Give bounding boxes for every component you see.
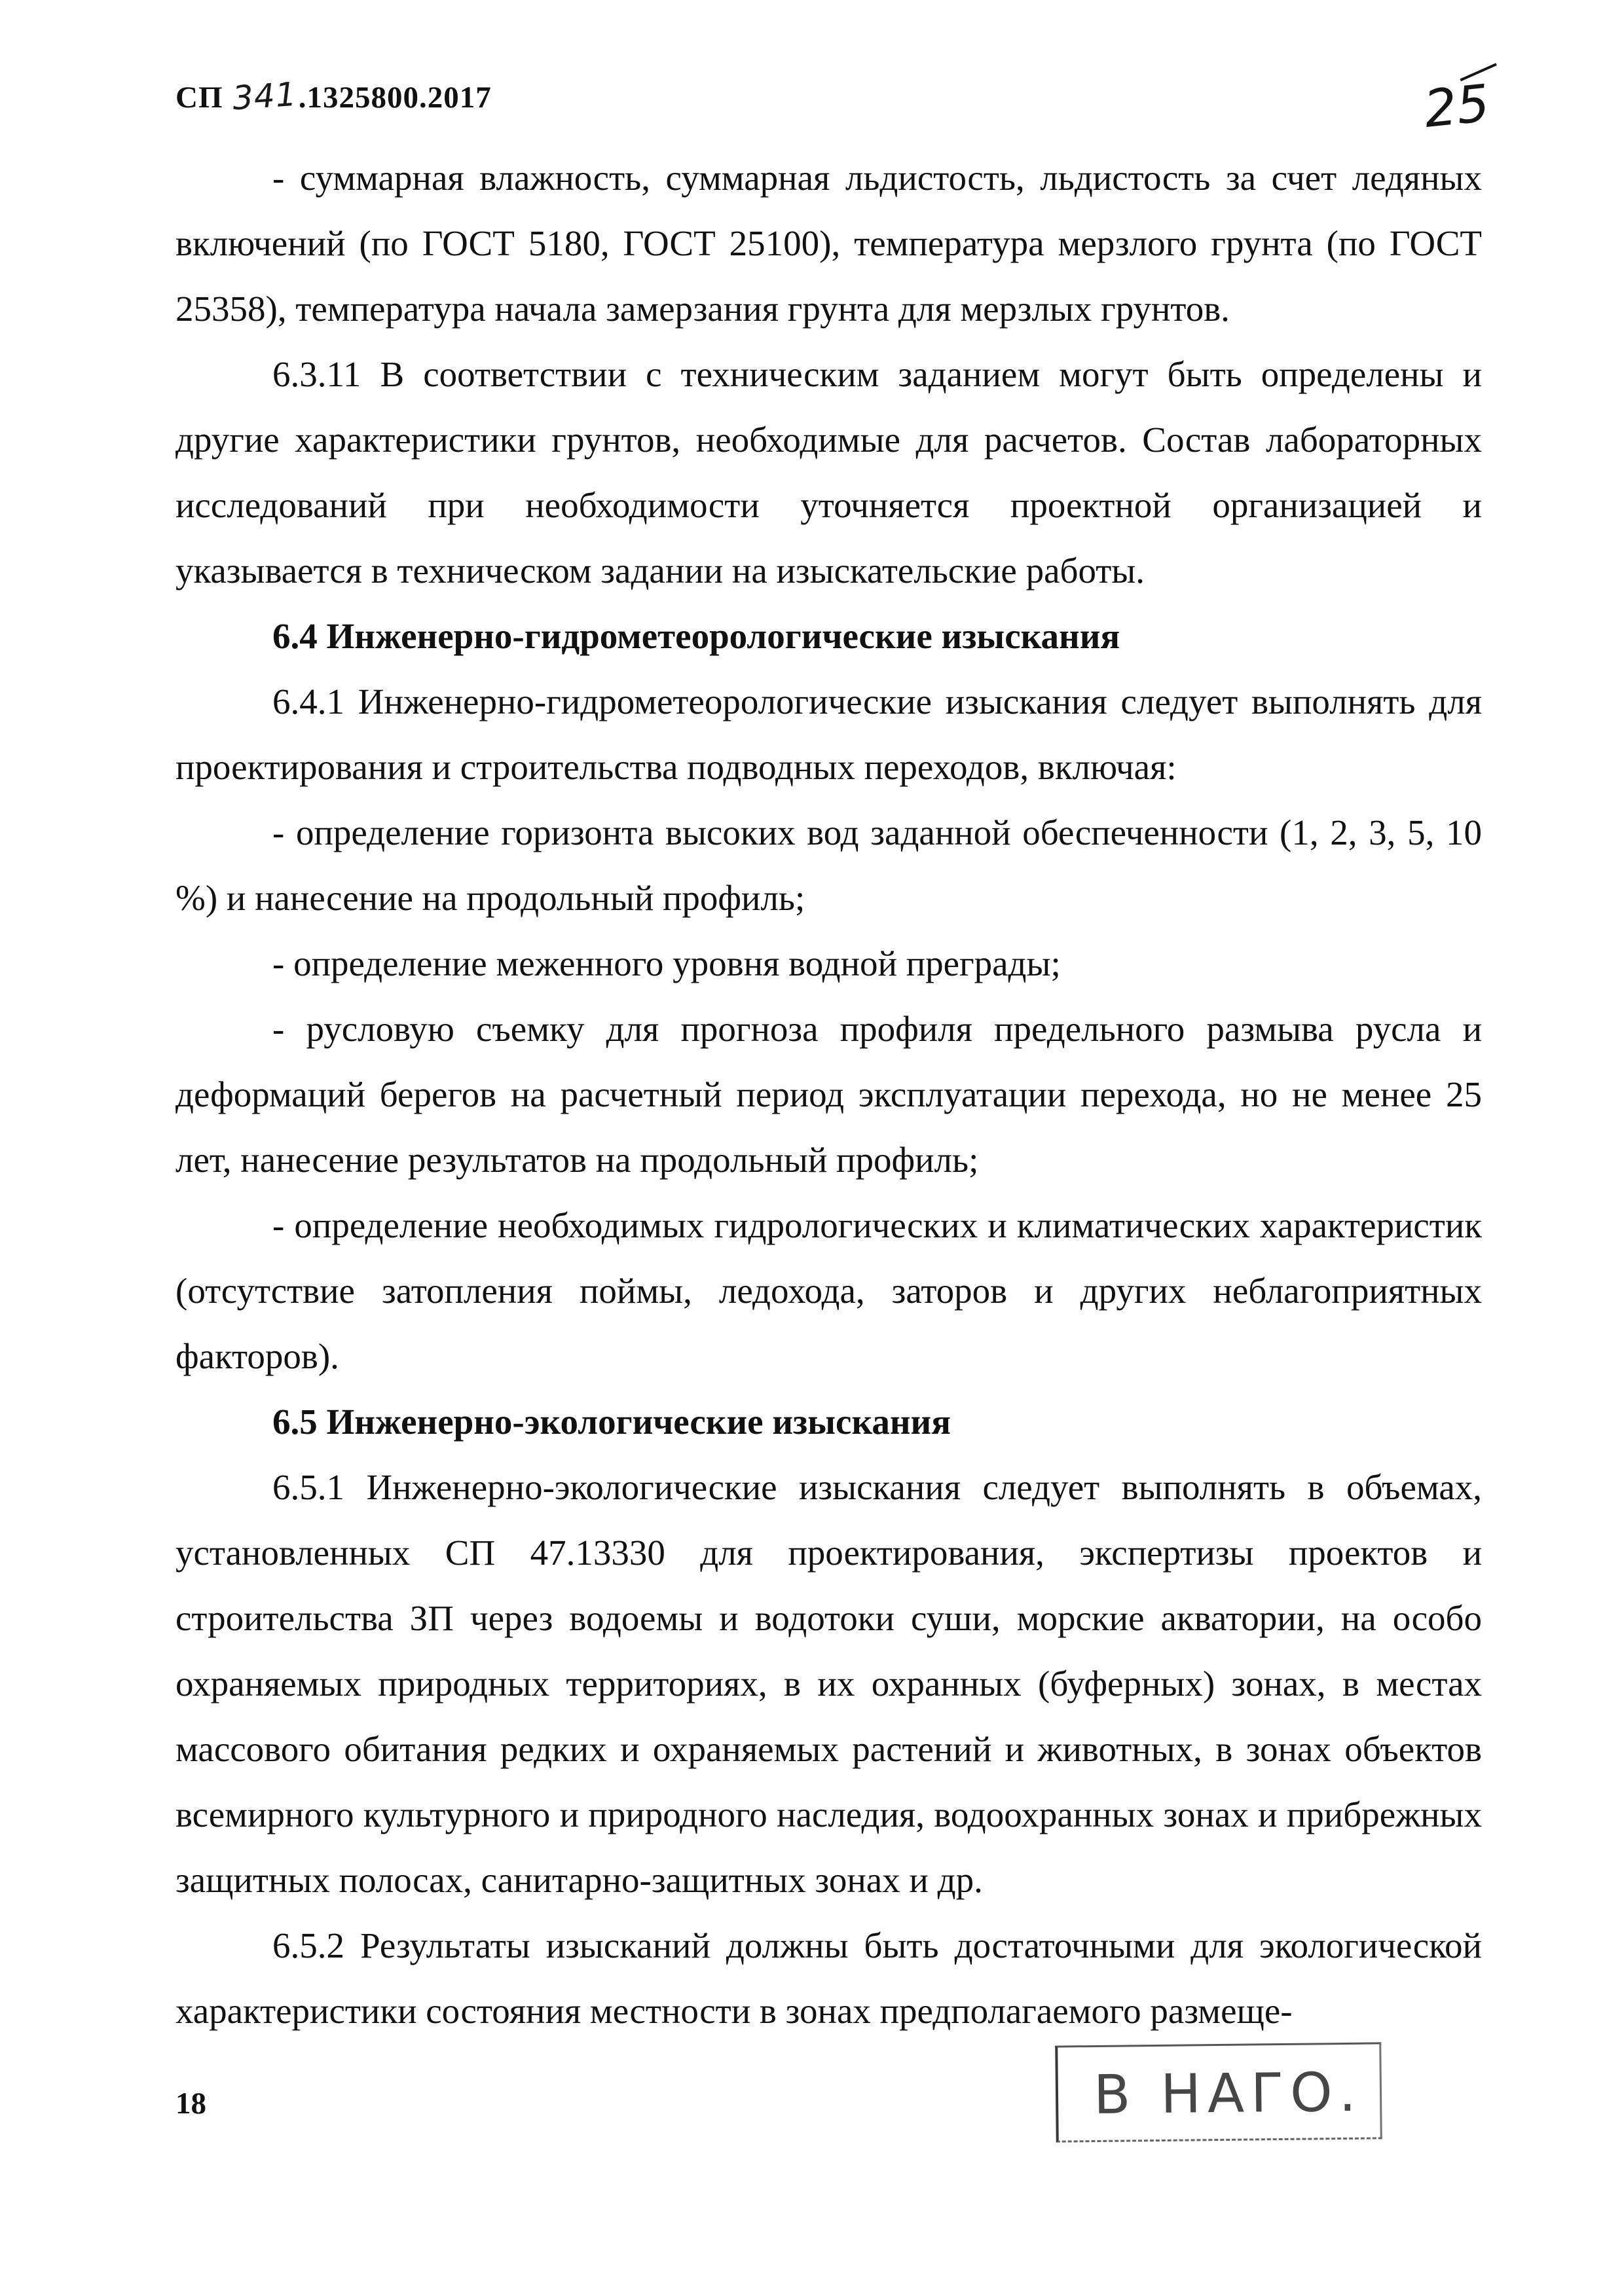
section-heading-6-5: 6.5 Инженерно-экологические изыскания xyxy=(272,1402,951,1442)
page-number: 18 xyxy=(175,2086,206,2121)
list-item-low-water: - определение меженного уровня водной преграды; xyxy=(272,943,1061,983)
rubber-stamp: В НАГО. xyxy=(1055,2042,1382,2142)
document-code-prefix: СП xyxy=(175,81,223,115)
paragraph-6-5-2: 6.5.2 Результаты изысканий должны быть достаточными для экологической характеристики состояния местности в зонах предполагаемого размеще- xyxy=(175,1925,1482,2031)
document-code-handwritten: 341 xyxy=(231,75,299,118)
paragraph-6-4-1: 6.4.1 Инженерно-гидрометеорологические изыскания следует выполнять для проектирования и строительства подводных переходов, включая: xyxy=(175,682,1482,787)
list-item-hydrological-characteristics: - определение необходимых гидрологических и климатических характеристик (отсутствие затопления поймы, ледохода, заторов и других неблагоприятных факторов). xyxy=(175,1205,1482,1376)
list-item-channel-survey: - русловую съемку для прогноза профиля предельного размыва русла и деформаций берегов на расчетный период эксплуатации перехода, но не менее 25 лет, нанесение результатов на продольный профиль; xyxy=(175,1009,1482,1180)
document-body xyxy=(175,145,1482,2044)
paragraph-ice-content: - суммарная влажность, суммарная льдистость, льдистость за счет ледяных включений (по ГОСТ 5180, ГОСТ 25100), температура мерзлого грунта (по ГОСТ 25358), температура начала замерзания грунта для мерзлых грунтов. xyxy=(175,158,1482,329)
document-code-suffix: .1325800.2017 xyxy=(298,81,492,115)
handwritten-sheet-number: 25 xyxy=(1421,74,1492,139)
list-item-high-water: - определение горизонта высоких вод заданной обеспеченности (1, 2, 3, 5, 10 %) и нанесение на продольный профиль; xyxy=(175,812,1482,918)
paragraph-6-5-1: 6.5.1 Инженерно-экологические изыскания следует выполнять в объемах, установленных СП 47.13330 для проектирования, экспертизы проектов и строительства ЗП через водоемы и водотоки суши, морские акватории, на особо охраняемых природных территориях, в их охранных (буферных) зонах, в местах массового обитания редких и охраняемых растений и животных, в зонах объектов всемирного культурного и природного наследия, водоохранных зонах и прибрежных защитных полосах, санитарно-защитных зонах и др. xyxy=(175,1467,1482,1900)
document-code xyxy=(175,75,492,118)
section-heading-6-4: 6.4 Инженерно-гидрометеорологические изыскания xyxy=(272,616,1120,656)
paragraph-6-3-11: 6.3.11 В соответствии с техническим заданием могут быть определены и другие характеристики грунтов, необходимые для расчетов. Состав лабораторных исследований при необходимости уточняется проектной организацией и указывается в техническом задании на изыскательские работы. xyxy=(175,354,1482,591)
